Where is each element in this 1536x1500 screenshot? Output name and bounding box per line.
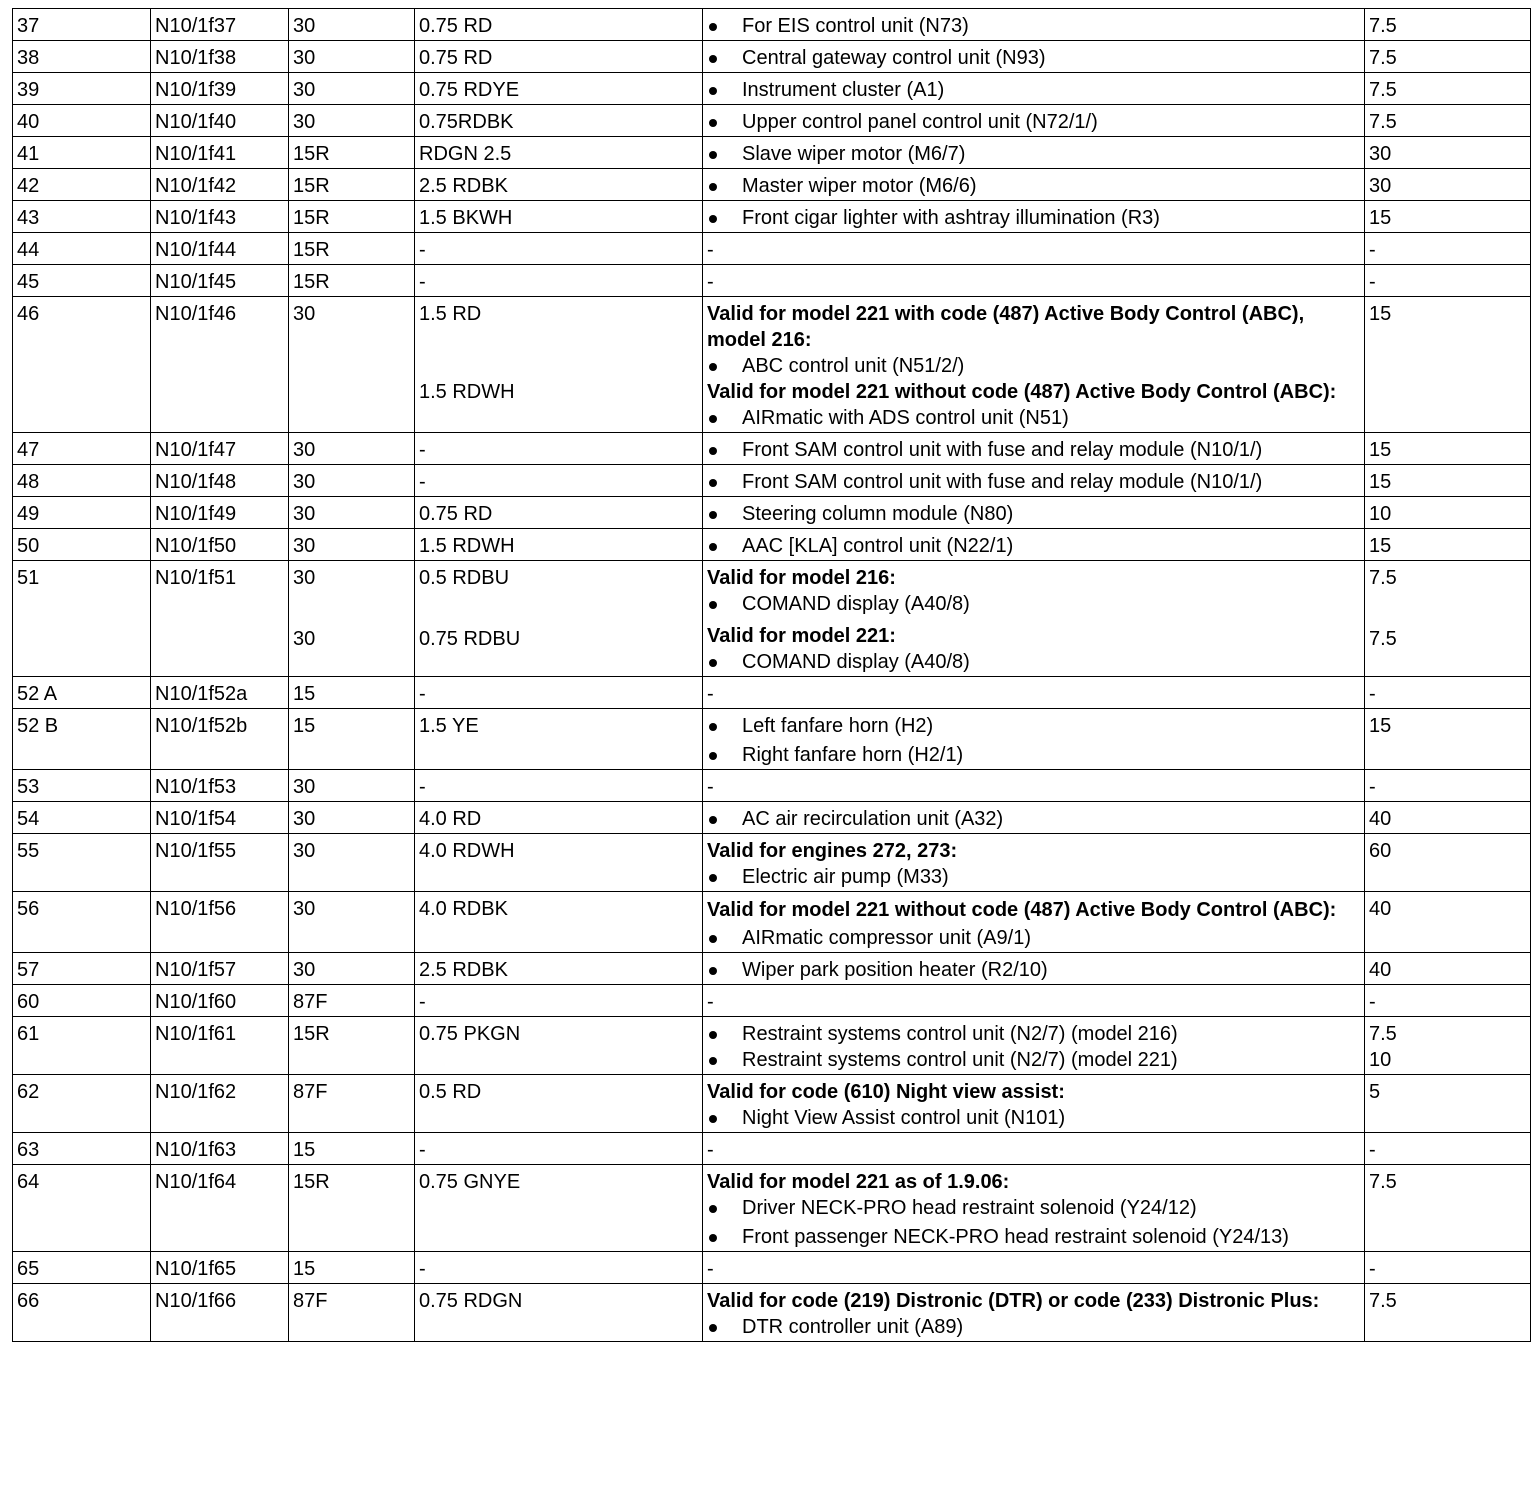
fuse-designation: N10/1f52b xyxy=(151,709,289,770)
wire: - xyxy=(415,1252,703,1284)
fuse-number: 51 xyxy=(13,561,151,677)
consumer: Restraint systems control unit (N2/7) (model 221) xyxy=(742,1049,1178,1071)
consumer: Night View Assist control unit (N101) xyxy=(742,1107,1066,1129)
fuse-number: 60 xyxy=(13,985,151,1017)
fuse-number: 55 xyxy=(13,834,151,892)
bullet-icon xyxy=(707,501,742,527)
wire: 1.5 RDWH xyxy=(415,529,703,561)
consumer-cell xyxy=(703,9,1365,41)
bullet-icon xyxy=(707,742,742,768)
table-row xyxy=(13,233,1531,265)
amperage: 30 xyxy=(1365,169,1531,201)
table-row xyxy=(13,73,1531,105)
validity-heading: Valid for code (610) Night view assist: xyxy=(707,1081,1065,1103)
fuse-number: 40 xyxy=(13,105,151,137)
bullet-icon xyxy=(707,591,742,617)
amperage: 40 xyxy=(1365,892,1531,953)
consumer: - xyxy=(703,770,1365,802)
amperage: - xyxy=(1365,265,1531,297)
table-row xyxy=(13,433,1531,465)
consumer-cell xyxy=(703,169,1365,201)
bullet-icon xyxy=(707,957,742,983)
fuse-number: 43 xyxy=(13,201,151,233)
terminal: 87F xyxy=(289,985,415,1017)
fuse-number: 38 xyxy=(13,41,151,73)
consumer: AAC [KLA] control unit (N22/1) xyxy=(742,535,1014,557)
fuse-designation: N10/1f64 xyxy=(151,1165,289,1252)
fuse-number: 42 xyxy=(13,169,151,201)
consumer-cell xyxy=(703,297,1365,433)
amperage: 7.5 xyxy=(1365,1284,1531,1342)
fuse-number: 41 xyxy=(13,137,151,169)
consumer-cell xyxy=(703,73,1365,105)
terminal: 87F xyxy=(289,1284,415,1342)
fuse-designation: N10/1f41 xyxy=(151,137,289,169)
terminal: 30 xyxy=(289,892,415,953)
fuse-number: 66 xyxy=(13,1284,151,1342)
consumer: - xyxy=(703,677,1365,709)
terminal: 30 xyxy=(289,465,415,497)
consumer: - xyxy=(703,1133,1365,1165)
fuse-designation: N10/1f48 xyxy=(151,465,289,497)
consumer-cell xyxy=(703,465,1365,497)
consumer: Right fanfare horn (H2/1) xyxy=(742,744,964,766)
amperage: 7.5 xyxy=(1365,73,1531,105)
wire: - xyxy=(415,265,703,297)
table-row xyxy=(13,105,1531,137)
bullet-icon xyxy=(707,649,742,675)
table-row xyxy=(13,1017,1531,1075)
consumer: Wiper park position heater (R2/10) xyxy=(742,959,1048,981)
wire: 0.75 RD xyxy=(415,497,703,529)
consumer: Slave wiper motor (M6/7) xyxy=(742,143,966,165)
terminal: 15R xyxy=(289,1017,415,1075)
table-row xyxy=(13,137,1531,169)
consumer-cell xyxy=(703,802,1365,834)
amperage: 30 xyxy=(1365,137,1531,169)
fuse-designation: N10/1f63 xyxy=(151,1133,289,1165)
consumer-cell xyxy=(703,834,1365,892)
consumer: AIRmatic compressor unit (A9/1) xyxy=(742,927,1031,949)
fuse-number: 64 xyxy=(13,1165,151,1252)
wire: 4.0 RD xyxy=(415,802,703,834)
consumer: Instrument cluster (A1) xyxy=(742,79,945,101)
consumer: Steering column module (N80) xyxy=(742,503,1014,525)
terminal: 15R xyxy=(289,1165,415,1252)
bullet-icon xyxy=(707,1195,742,1221)
consumer-cell xyxy=(703,892,1365,953)
wire: 0.75 RD xyxy=(415,9,703,41)
amperage: - xyxy=(1365,677,1531,709)
wire: 1.5 RDWH xyxy=(419,381,515,403)
fuse-designation: N10/1f57 xyxy=(151,953,289,985)
bullet-icon xyxy=(707,1314,742,1340)
consumer: For EIS control unit (N73) xyxy=(742,15,969,37)
amperage: - xyxy=(1365,1252,1531,1284)
fuse-number: 57 xyxy=(13,953,151,985)
amperage: 7.5 xyxy=(1365,41,1531,73)
fuse-number: 62 xyxy=(13,1075,151,1133)
fuse-designation: N10/1f66 xyxy=(151,1284,289,1342)
wire: - xyxy=(415,233,703,265)
terminal: 15 xyxy=(289,709,415,770)
validity-heading: Valid for model 221 without code (487) Active Body Control (ABC): xyxy=(707,899,1337,921)
fuse-designation: N10/1f50 xyxy=(151,529,289,561)
amperage: 7.5 xyxy=(1369,628,1397,650)
terminal: 15 xyxy=(289,677,415,709)
bullet-icon xyxy=(707,45,742,71)
amperage: 5 xyxy=(1365,1075,1531,1133)
terminal: 30 xyxy=(289,802,415,834)
amperage: 10 xyxy=(1365,497,1531,529)
table-row xyxy=(13,529,1531,561)
terminal: 30 xyxy=(293,567,316,589)
fuse-designation: N10/1f45 xyxy=(151,265,289,297)
amperage: 7.5 xyxy=(1365,105,1531,137)
table-row xyxy=(13,465,1531,497)
wire: - xyxy=(415,1133,703,1165)
fuse-designation: N10/1f42 xyxy=(151,169,289,201)
wire: 0.5 RD xyxy=(415,1075,703,1133)
table-row xyxy=(13,770,1531,802)
amperage-cell xyxy=(1365,1017,1531,1075)
bullet-icon xyxy=(707,1047,742,1073)
consumer: Restraint systems control unit (N2/7) (model 216) xyxy=(742,1023,1178,1045)
fuse-number: 52 A xyxy=(13,677,151,709)
table-row xyxy=(13,892,1531,953)
bullet-icon xyxy=(707,469,742,495)
consumer-cell xyxy=(703,1017,1365,1075)
fuse-designation: N10/1f46 xyxy=(151,297,289,433)
bullet-icon xyxy=(707,925,742,951)
consumer-cell xyxy=(703,1284,1365,1342)
consumer: AC air recirculation unit (A32) xyxy=(742,808,1004,830)
validity-heading: Valid for model 221 with code (487) Active Body Control (ABC), model 216: xyxy=(707,303,1305,351)
bullet-icon xyxy=(707,205,742,231)
consumer: AIRmatic with ADS control unit (N51) xyxy=(742,407,1069,429)
amperage: 7.5 xyxy=(1365,1165,1531,1252)
fuse-designation: N10/1f61 xyxy=(151,1017,289,1075)
bullet-icon xyxy=(707,1224,742,1250)
bullet-icon xyxy=(707,173,742,199)
consumer: - xyxy=(703,265,1365,297)
table-row xyxy=(13,1133,1531,1165)
consumer: Front cigar lighter with ashtray illumination (R3) xyxy=(742,207,1160,229)
wire: - xyxy=(415,433,703,465)
wire: - xyxy=(415,465,703,497)
consumer-cell xyxy=(703,709,1365,770)
amperage: - xyxy=(1365,1133,1531,1165)
consumer-cell xyxy=(703,137,1365,169)
bullet-icon xyxy=(707,1105,742,1131)
consumer: Front SAM control unit with fuse and relay module (N10/1/) xyxy=(742,471,1263,493)
wire: 2.5 RDBK xyxy=(415,953,703,985)
table-row xyxy=(13,1284,1531,1342)
terminal: 30 xyxy=(289,41,415,73)
fuse-number: 45 xyxy=(13,265,151,297)
terminal: 30 xyxy=(293,628,316,650)
fuse-designation: N10/1f56 xyxy=(151,892,289,953)
fuse-designation: N10/1f39 xyxy=(151,73,289,105)
bullet-icon xyxy=(707,141,742,167)
table-row xyxy=(13,709,1531,770)
bullet-icon xyxy=(707,13,742,39)
wire: 0.75 RDBU xyxy=(419,628,521,650)
terminal: 30 xyxy=(289,73,415,105)
wire: 0.75 PKGN xyxy=(415,1017,703,1075)
wire: 0.75 RDYE xyxy=(415,73,703,105)
fuse-number: 37 xyxy=(13,9,151,41)
terminal: 30 xyxy=(289,834,415,892)
consumer: DTR controller unit (A89) xyxy=(742,1316,964,1338)
wire: - xyxy=(415,677,703,709)
bullet-icon xyxy=(707,77,742,103)
amperage: 7.5 xyxy=(1365,9,1531,41)
fuse-designation: N10/1f47 xyxy=(151,433,289,465)
amperage: 15 xyxy=(1365,433,1531,465)
amperage: 15 xyxy=(1365,709,1531,770)
wire: 0.75RDBK xyxy=(415,105,703,137)
table-row xyxy=(13,201,1531,233)
consumer: Master wiper motor (M6/6) xyxy=(742,175,977,197)
table-row xyxy=(13,1165,1531,1252)
consumer: - xyxy=(703,985,1365,1017)
amperage: 15 xyxy=(1365,465,1531,497)
terminal: 15R xyxy=(289,169,415,201)
consumer-cell xyxy=(703,433,1365,465)
validity-heading: Valid for model 221 as of 1.9.06: xyxy=(707,1171,1010,1193)
fuse-designation: N10/1f44 xyxy=(151,233,289,265)
terminal: 15R xyxy=(289,137,415,169)
amperage: 10 xyxy=(1369,1049,1392,1071)
wire: 0.5 RDBU xyxy=(419,567,510,589)
consumer-cell xyxy=(703,1165,1365,1252)
fuse-designation: N10/1f52a xyxy=(151,677,289,709)
wire: 0.75 RDGN xyxy=(415,1284,703,1342)
fuse-number: 54 xyxy=(13,802,151,834)
fuse-designation: N10/1f38 xyxy=(151,41,289,73)
amperage-cell xyxy=(1365,561,1531,677)
table-row xyxy=(13,1252,1531,1284)
fuse-number: 53 xyxy=(13,770,151,802)
consumer: - xyxy=(703,1252,1365,1284)
fuse-designation: N10/1f49 xyxy=(151,497,289,529)
fuse-designation: N10/1f40 xyxy=(151,105,289,137)
bullet-icon xyxy=(707,405,742,431)
fuse-designation: N10/1f43 xyxy=(151,201,289,233)
wire: 4.0 RDWH xyxy=(415,834,703,892)
terminal: 30 xyxy=(289,497,415,529)
consumer: COMAND display (A40/8) xyxy=(742,593,970,615)
bullet-icon xyxy=(707,864,742,890)
amperage: - xyxy=(1365,985,1531,1017)
terminal: 15R xyxy=(289,265,415,297)
validity-heading: Valid for model 221 without code (487) Active Body Control (ABC): xyxy=(707,381,1337,403)
fuse-designation: N10/1f65 xyxy=(151,1252,289,1284)
wire: 1.5 BKWH xyxy=(415,201,703,233)
wire: RDGN 2.5 xyxy=(415,137,703,169)
fuse-number: 52 B xyxy=(13,709,151,770)
terminal: 30 xyxy=(289,529,415,561)
amperage: 15 xyxy=(1365,201,1531,233)
bullet-icon xyxy=(707,533,742,559)
table-row xyxy=(13,265,1531,297)
consumer: - xyxy=(703,233,1365,265)
amperage: 15 xyxy=(1365,529,1531,561)
table-row xyxy=(13,802,1531,834)
wire: 0.75 RD xyxy=(415,41,703,73)
table-row xyxy=(13,1075,1531,1133)
amperage: 7.5 xyxy=(1369,567,1397,589)
terminal: 15 xyxy=(289,1252,415,1284)
table-row xyxy=(13,169,1531,201)
amperage: - xyxy=(1365,233,1531,265)
wire: 2.5 RDBK xyxy=(415,169,703,201)
consumer: COMAND display (A40/8) xyxy=(742,651,970,673)
table-row xyxy=(13,41,1531,73)
consumer: Electric air pump (M33) xyxy=(742,866,949,888)
terminal: 15R xyxy=(289,201,415,233)
wire: 0.75 GNYE xyxy=(415,1165,703,1252)
consumer: Driver NECK-PRO head restraint solenoid (Y24/12) xyxy=(742,1197,1197,1219)
consumer: Front passenger NECK-PRO head restraint solenoid (Y24/13) xyxy=(742,1226,1289,1248)
consumer-cell xyxy=(703,529,1365,561)
consumer-cell xyxy=(703,497,1365,529)
fuse-number: 46 xyxy=(13,297,151,433)
consumer-cell xyxy=(703,1075,1365,1133)
fuse-allocation-table xyxy=(12,8,1531,1342)
amperage: 40 xyxy=(1365,802,1531,834)
fuse-designation: N10/1f53 xyxy=(151,770,289,802)
fuse-number: 39 xyxy=(13,73,151,105)
amperage: 15 xyxy=(1365,297,1531,433)
table-row xyxy=(13,953,1531,985)
bullet-icon xyxy=(707,1021,742,1047)
terminal: 30 xyxy=(289,105,415,137)
validity-heading: Valid for model 216: xyxy=(707,567,896,589)
consumer: Left fanfare horn (H2) xyxy=(742,715,934,737)
fuse-number: 47 xyxy=(13,433,151,465)
fuse-number: 63 xyxy=(13,1133,151,1165)
wire-cell xyxy=(415,297,703,433)
fuse-designation: N10/1f55 xyxy=(151,834,289,892)
table-row xyxy=(13,497,1531,529)
terminal: 30 xyxy=(289,433,415,465)
validity-heading: Valid for model 221: xyxy=(707,625,896,647)
wire: 1.5 YE xyxy=(415,709,703,770)
fuse-number: 44 xyxy=(13,233,151,265)
terminal-cell xyxy=(289,561,415,677)
bullet-icon xyxy=(707,806,742,832)
fuse-number: 48 xyxy=(13,465,151,497)
fuse-number: 65 xyxy=(13,1252,151,1284)
fuse-designation: N10/1f37 xyxy=(151,9,289,41)
consumer-cell xyxy=(703,953,1365,985)
amperage: - xyxy=(1365,770,1531,802)
consumer-cell xyxy=(703,105,1365,137)
fuse-number: 61 xyxy=(13,1017,151,1075)
wire-cell xyxy=(415,561,703,677)
fuse-designation: N10/1f62 xyxy=(151,1075,289,1133)
validity-heading: Valid for code (219) Distronic (DTR) or code (233) Distronic Plus: xyxy=(707,1290,1320,1312)
wire: - xyxy=(415,770,703,802)
consumer: ABC control unit (N51/2/) xyxy=(742,355,965,377)
fuse-number: 56 xyxy=(13,892,151,953)
terminal: 15R xyxy=(289,233,415,265)
terminal: 30 xyxy=(289,297,415,433)
bullet-icon xyxy=(707,437,742,463)
table-row xyxy=(13,9,1531,41)
wire: 1.5 RD xyxy=(419,303,482,325)
bullet-icon xyxy=(707,353,742,379)
fuse-number: 50 xyxy=(13,529,151,561)
table-row xyxy=(13,834,1531,892)
consumer: Front SAM control unit with fuse and relay module (N10/1/) xyxy=(742,439,1263,461)
wire: 4.0 RDBK xyxy=(415,892,703,953)
fuse-number: 49 xyxy=(13,497,151,529)
fuse-designation: N10/1f51 xyxy=(151,561,289,677)
wire: - xyxy=(415,985,703,1017)
amperage: 40 xyxy=(1365,953,1531,985)
amperage: 60 xyxy=(1365,834,1531,892)
bullet-icon xyxy=(707,713,742,739)
terminal: 15 xyxy=(289,1133,415,1165)
consumer: Upper control panel control unit (N72/1/) xyxy=(742,111,1098,133)
table-row xyxy=(13,985,1531,1017)
fuse-designation: N10/1f60 xyxy=(151,985,289,1017)
terminal: 30 xyxy=(289,770,415,802)
amperage: 7.5 xyxy=(1369,1023,1397,1045)
terminal: 30 xyxy=(289,953,415,985)
terminal: 87F xyxy=(289,1075,415,1133)
fuse-designation: N10/1f54 xyxy=(151,802,289,834)
terminal: 30 xyxy=(289,9,415,41)
consumer-cell xyxy=(703,561,1365,677)
table-row xyxy=(13,677,1531,709)
consumer-cell xyxy=(703,41,1365,73)
table-row xyxy=(13,297,1531,433)
consumer-cell xyxy=(703,201,1365,233)
table-row xyxy=(13,561,1531,677)
validity-heading: Valid for engines 272, 273: xyxy=(707,840,958,862)
consumer: Central gateway control unit (N93) xyxy=(742,47,1046,69)
bullet-icon xyxy=(707,109,742,135)
